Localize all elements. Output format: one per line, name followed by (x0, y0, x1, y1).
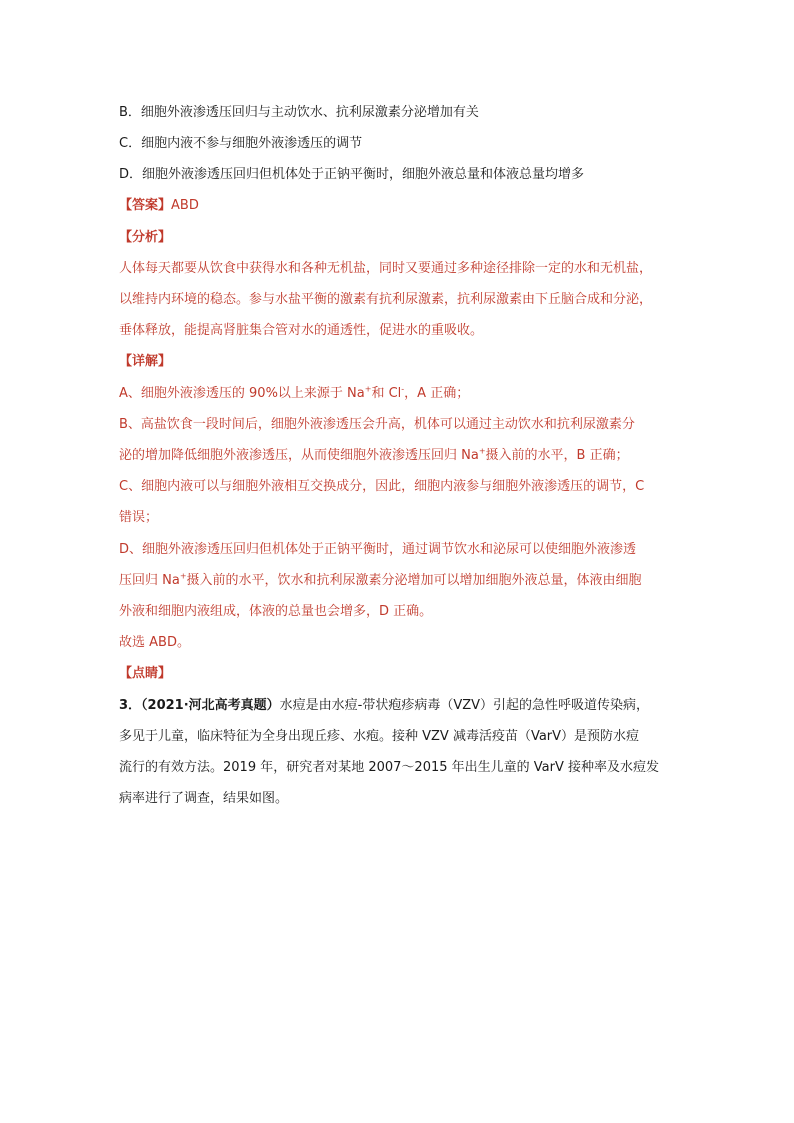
detail-b-line-2-post: 摄入前的水平，B 正确； (485, 448, 629, 463)
detail-b-line-2-sup: + (478, 446, 486, 456)
question-3-line-1-rest: 水痘是由水痘-带状疱疹病毒（VZV）引起的急性呼吸道传染病， (279, 698, 650, 713)
detail-c-line-2: 错误； (119, 510, 159, 525)
comment-label: 【点睛】 (119, 666, 172, 681)
detail-c-line-1: C、细胞内液可以与细胞外液相互交换成分，因此，细胞内液参与细胞外液渗透压的调节，C (119, 479, 645, 494)
answer-label: 【答案】 (119, 198, 172, 213)
detail-a-sup-2: - (401, 384, 405, 394)
answer-value: ABD (171, 198, 199, 213)
question-3-line-2: 多见于儿童，临床特征为全身出现丘疹、水疱。接种 VZV 减毒活疫苗（VarV）是预防水痘 (119, 729, 640, 744)
detail-a-pre: A、细胞外液渗透压的 90%以上来源于 Na (119, 386, 365, 401)
detail-a-mid: 和 Cl (371, 386, 402, 401)
question-3-source: （2021·河北高考真题） (141, 698, 280, 713)
analysis-line-3: 垂体释放，能提高肾脏集合管对水的通透性，促进水的重吸收。 (119, 323, 484, 338)
option-c: C．细胞内液不参与细胞外液渗透压的调节 (119, 136, 363, 151)
question-3-line-3: 流行的有效方法。2019 年，研究者对某地 2007～2015 年出生儿童的 VarV 接种率及水痘发 (119, 760, 660, 775)
question-3-line-4: 病率进行了调查，结果如图。 (119, 791, 289, 806)
detail-d-line-2-sup: + (179, 571, 187, 581)
option-b: B．细胞外液渗透压回归与主动饮水、抗利尿激素分泌增加有关 (119, 105, 479, 120)
detail-a-post: ，A 正确； (404, 386, 470, 401)
analysis-line-2: 以维持内环境的稳态。参与水盐平衡的激素有抗利尿激素，抗利尿激素由下丘脑合成和分泌， (119, 292, 653, 307)
detail-label: 【详解】 (119, 354, 172, 369)
analysis-label: 【分析】 (119, 230, 172, 245)
answer-line (119, 197, 689, 215)
detail-conclusion: 故选 ABD。 (119, 635, 190, 650)
detail-d-line-1: D、细胞外液渗透压回归但机体处于正钠平衡时，通过调节饮水和泌尿可以使细胞外液渗透 (119, 542, 637, 557)
detail-d-line-3: 外液和细胞内液组成，体液的总量也会增多，D 正确。 (119, 604, 433, 619)
detail-b-line-2-pre: 泌的增加降低细胞外液渗透压，从而使细胞外液渗透压回归 Na (119, 448, 479, 463)
option-d: D．细胞外液渗透压回归但机体处于正钠平衡时，细胞外液总量和体液总量均增多 (119, 167, 585, 182)
detail-d-line-2 (119, 572, 689, 590)
detail-d-line-2-pre: 压回归 Na (119, 573, 180, 588)
question-3-number: 3． (119, 698, 142, 713)
question-3-line-1 (119, 697, 689, 715)
detail-a (119, 385, 689, 403)
detail-b-line-1: B、高盐饮食一段时间后，细胞外液渗透压会升高，机体可以通过主动饮水和抗利尿激素分 (119, 417, 635, 432)
detail-d-line-2-post: 摄入前的水平，饮水和抗利尿激素分泌增加可以增加细胞外液总量，体液由细胞 (186, 573, 642, 588)
detail-b-line-2 (119, 447, 689, 465)
analysis-line-1: 人体每天都要从饮食中获得水和各种无机盐，同时又要通过多种途径排除一定的水和无机盐， (119, 261, 653, 276)
detail-a-sup-1: + (364, 384, 372, 394)
